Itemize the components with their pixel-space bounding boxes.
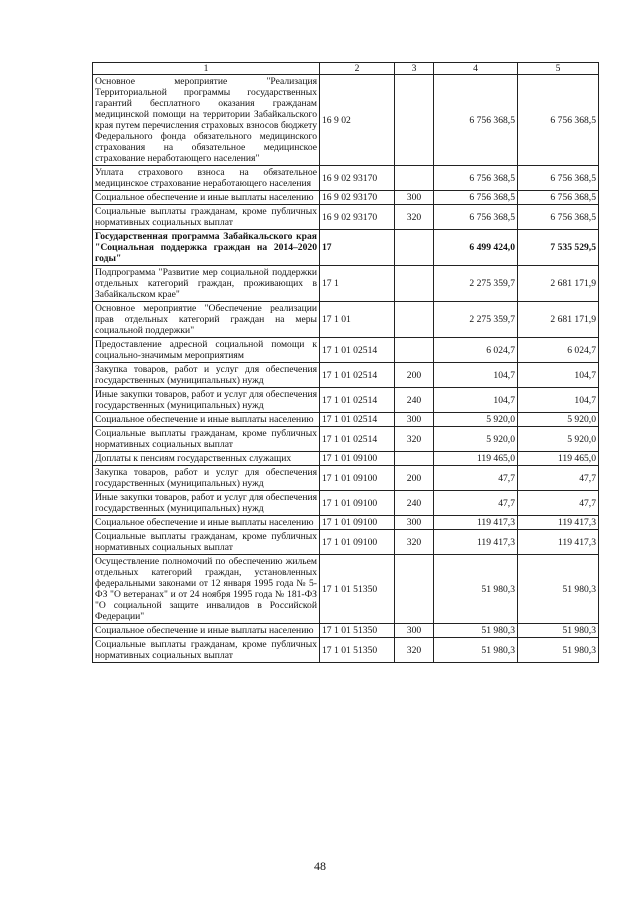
row-name: Закупка товаров, работ и услуг для обеспечения государственных (муниципальных) нужд (93, 466, 320, 491)
row-kvr: 320 (395, 530, 434, 555)
row-code: 17 1 01 09100 (320, 491, 395, 516)
budget-table (92, 62, 599, 663)
row-name: Социальное обеспечение и иные выплаты населению (93, 516, 320, 530)
row-code: 17 1 01 02514 (320, 413, 395, 427)
row-amount-2: 51 980,3 (518, 555, 599, 624)
row-amount-1: 6 024,7 (434, 338, 518, 363)
row-amount-2: 6 756 368,5 (518, 75, 599, 166)
row-kvr (395, 266, 434, 302)
col-header-name: 1 (93, 63, 320, 75)
row-amount-2: 6 756 368,5 (518, 205, 599, 230)
row-amount-1: 5 920,0 (434, 427, 518, 452)
row-name: Социальные выплаты гражданам, кроме публичных нормативных социальных выплат (93, 427, 320, 452)
row-amount-2: 51 980,3 (518, 624, 599, 638)
row-code: 17 1 01 02514 (320, 363, 395, 388)
row-code: 17 (320, 230, 395, 266)
row-kvr: 240 (395, 491, 434, 516)
row-name: Социальное обеспечение и иные выплаты населению (93, 191, 320, 205)
row-amount-1: 47,7 (434, 466, 518, 491)
row-code: 17 1 01 09100 (320, 516, 395, 530)
row-amount-2: 47,7 (518, 491, 599, 516)
table-row (93, 302, 599, 338)
row-amount-1: 104,7 (434, 388, 518, 413)
row-kvr: 320 (395, 205, 434, 230)
row-kvr: 300 (395, 624, 434, 638)
row-kvr: 200 (395, 466, 434, 491)
row-kvr: 300 (395, 413, 434, 427)
row-kvr: 300 (395, 191, 434, 205)
row-kvr (395, 75, 434, 166)
row-code: 17 1 01 09100 (320, 466, 395, 491)
header-row (93, 63, 599, 75)
row-code: 17 1 01 02514 (320, 427, 395, 452)
row-code: 17 1 01 02514 (320, 338, 395, 363)
row-amount-2: 51 980,3 (518, 638, 599, 663)
row-name: Доплаты к пенсиям государственных служащих (93, 452, 320, 466)
row-kvr (395, 452, 434, 466)
row-amount-1: 2 275 359,7 (434, 302, 518, 338)
table-row (93, 427, 599, 452)
row-amount-2: 6 756 368,5 (518, 191, 599, 205)
row-amount-2: 104,7 (518, 388, 599, 413)
row-kvr: 240 (395, 388, 434, 413)
row-kvr (395, 166, 434, 191)
row-amount-1: 104,7 (434, 363, 518, 388)
col-header-code: 2 (320, 63, 395, 75)
table-row (93, 466, 599, 491)
row-amount-2: 7 535 529,5 (518, 230, 599, 266)
row-name: Социальные выплаты гражданам, кроме публичных нормативных социальных выплат (93, 638, 320, 663)
row-code: 17 1 01 09100 (320, 530, 395, 555)
row-name: Иные закупки товаров, работ и услуг для обеспечения государственных (муниципальных) нужд (93, 491, 320, 516)
row-amount-2: 2 681 171,9 (518, 302, 599, 338)
row-amount-2: 2 681 171,9 (518, 266, 599, 302)
col-header-amount-2: 5 (518, 63, 599, 75)
row-name: Основное мероприятие "Обеспечение реализации прав отдельных категорий граждан на меры социальной поддержки" (93, 302, 320, 338)
table-row (93, 413, 599, 427)
table-row (93, 205, 599, 230)
table-row (93, 75, 599, 166)
row-amount-1: 5 920,0 (434, 413, 518, 427)
row-name: Закупка товаров, работ и услуг для обеспечения государственных (муниципальных) нужд (93, 363, 320, 388)
row-amount-2: 119 465,0 (518, 452, 599, 466)
row-code: 17 1 (320, 266, 395, 302)
row-amount-1: 51 980,3 (434, 555, 518, 624)
row-name: Осуществление полномочий по обеспечению жильем отдельных категорий граждан, установленных федеральными законами от 12 января 1995 года № 5-ФЗ "О ветеранах" и от 24 ноября 1995 года № 181-ФЗ "О социальной защите инвалидов в Российской Федерации" (93, 555, 320, 624)
col-header-amount-1: 4 (434, 63, 518, 75)
row-code: 17 1 01 (320, 302, 395, 338)
table-row (93, 491, 599, 516)
row-amount-2: 5 920,0 (518, 427, 599, 452)
row-code: 16 9 02 93170 (320, 166, 395, 191)
row-name: Социальные выплаты гражданам, кроме публичных нормативных социальных выплат (93, 205, 320, 230)
row-amount-2: 6 024,7 (518, 338, 599, 363)
table-row (93, 530, 599, 555)
row-amount-1: 6 756 368,5 (434, 166, 518, 191)
row-kvr: 320 (395, 638, 434, 663)
row-amount-2: 5 920,0 (518, 413, 599, 427)
row-amount-2: 104,7 (518, 363, 599, 388)
col-header-kvr: 3 (395, 63, 434, 75)
row-amount-1: 119 465,0 (434, 452, 518, 466)
row-kvr: 320 (395, 427, 434, 452)
row-amount-2: 119 417,3 (518, 530, 599, 555)
row-amount-2: 6 756 368,5 (518, 166, 599, 191)
table-row (93, 191, 599, 205)
row-kvr (395, 230, 434, 266)
table-row (93, 363, 599, 388)
row-name: Социальное обеспечение и иные выплаты населению (93, 624, 320, 638)
table-body (93, 75, 599, 663)
row-code: 17 1 01 51350 (320, 638, 395, 663)
row-amount-1: 6 756 368,5 (434, 75, 518, 166)
table-row (93, 166, 599, 191)
row-name: Социальные выплаты гражданам, кроме публичных нормативных социальных выплат (93, 530, 320, 555)
table-row (93, 338, 599, 363)
row-code: 16 9 02 93170 (320, 205, 395, 230)
table-row (93, 388, 599, 413)
row-name: Предоставление адресной социальной помощи к социально-значимым мероприятиям (93, 338, 320, 363)
row-code: 17 1 01 09100 (320, 452, 395, 466)
table-row (93, 266, 599, 302)
row-kvr: 200 (395, 363, 434, 388)
row-amount-2: 47,7 (518, 466, 599, 491)
row-amount-1: 2 275 359,7 (434, 266, 518, 302)
row-amount-1: 6 756 368,5 (434, 191, 518, 205)
row-name: Основное мероприятие "Реализация Территориальной программы государственных гарантий бесплатного оказания гражданам медицинской помощи на территории Забайкальского края путем перечисления страховых взносов бюджету Федерального фонда обязательного медицинского страхования на обязательное медицинское страхование неработающего населения" (93, 75, 320, 166)
row-amount-1: 119 417,3 (434, 516, 518, 530)
row-amount-1: 6 499 424,0 (434, 230, 518, 266)
row-amount-1: 119 417,3 (434, 530, 518, 555)
table-row (93, 230, 599, 266)
row-kvr (395, 338, 434, 363)
table-row (93, 624, 599, 638)
row-name: Социальное обеспечение и иные выплаты населению (93, 413, 320, 427)
row-name: Подпрограмма "Развитие мер социальной поддержки отдельных категорий граждан, проживающих в Забайкальском крае" (93, 266, 320, 302)
table-row (93, 452, 599, 466)
row-amount-1: 51 980,3 (434, 624, 518, 638)
table-row (93, 638, 599, 663)
table-row (93, 555, 599, 624)
row-code: 17 1 01 51350 (320, 555, 395, 624)
row-code: 16 9 02 93170 (320, 191, 395, 205)
row-kvr (395, 302, 434, 338)
row-name: Уплата страхового взноса на обязательное медицинское страхование неработающего населения (93, 166, 320, 191)
page-number: 48 (314, 859, 326, 873)
row-name: Иные закупки товаров, работ и услуг для обеспечения государственных (муниципальных) нужд (93, 388, 320, 413)
row-code: 17 1 01 02514 (320, 388, 395, 413)
row-kvr: 300 (395, 516, 434, 530)
row-kvr (395, 555, 434, 624)
row-code: 16 9 02 (320, 75, 395, 166)
row-amount-2: 119 417,3 (518, 516, 599, 530)
row-code: 17 1 01 51350 (320, 624, 395, 638)
row-amount-1: 51 980,3 (434, 638, 518, 663)
table-row (93, 516, 599, 530)
row-name: Государственная программа Забайкальского края "Социальная поддержка граждан на 2014–2020 годы" (93, 230, 320, 266)
row-amount-1: 6 756 368,5 (434, 205, 518, 230)
row-amount-1: 47,7 (434, 491, 518, 516)
